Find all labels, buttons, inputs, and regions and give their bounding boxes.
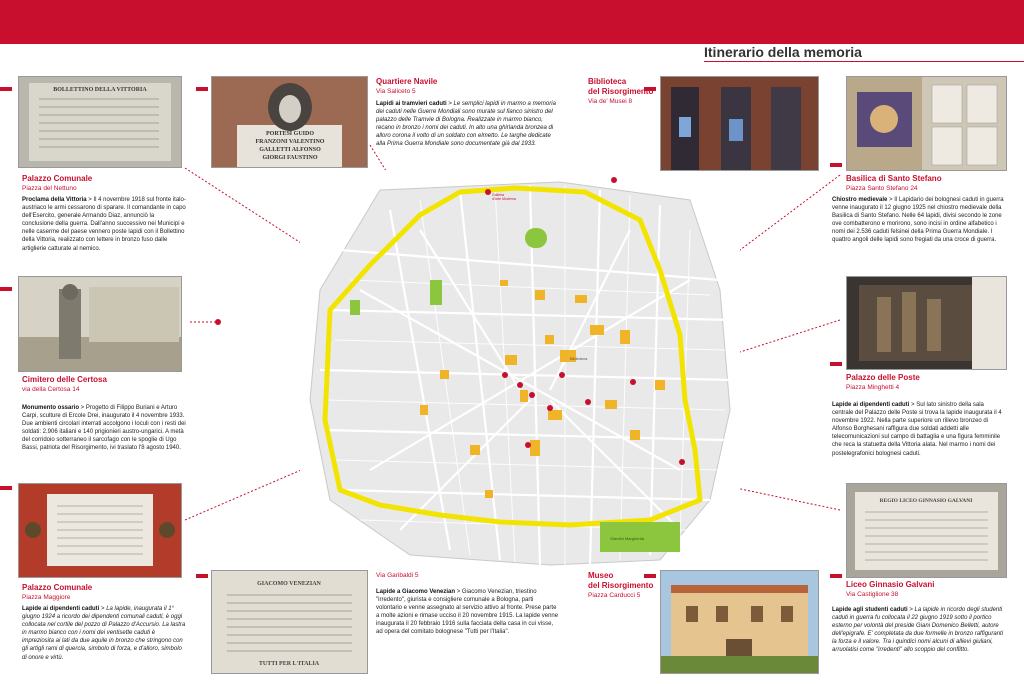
place-heading-garibaldi: Lapide a Giacomo Venezian — [376, 589, 456, 595]
place-desc-navile: Lapidi ai tramvieri caduti > Le semplici lapidi in marmo a memoria dei caduti nelle Guerre Mondiali sono murate sul fianco sinistro del palazzo delle Tramvie di Bologna. Realizzate in marmo bianco, recano in bronzo i nomi dei caduti. In alto una ghirlanda bronzea di alloro corona il volto di un soldato con elmetto. Le targhe dedicate alla Prima Guerra Mondiale sono documentate già dal 1933. — [376, 101, 556, 148]
city-map[interactable] — [300, 170, 740, 570]
place-title-poste: Palazzo delle Poste — [846, 373, 920, 382]
page-subtitle: Itinerario della memoria — [704, 44, 862, 60]
place-address-garibaldi: Via Garibaldi 5 — [376, 572, 419, 579]
place-address-poste: Piazza Minghetti 4 — [846, 384, 900, 391]
photo-santo-stefano — [846, 76, 1007, 171]
photo-venezian — [211, 570, 368, 674]
map-label-arte: d'Arte Moderna — [492, 197, 516, 201]
place-title-santo-stefano: Basilica di Santo Stefano — [846, 174, 942, 183]
marker-tick — [196, 87, 208, 91]
plaque-title: REGIO LICEO GINNASIO GALVANI — [879, 498, 973, 504]
place-address-biblioteca: Via de' Musei 8 — [588, 98, 633, 105]
place-desc-certosa: Monumento ossario > Progetto di Filippo Buriani e Arturo Carpi, sculture di Ercole Drei, inaugurato il 4 novembre 1933. Due ambienti circolari interrati accolgono i loculi con i resti dei soldati: 2.906 italiani e 140 prigionieri austro-ungarici. A metà del corridoio sotterraneo il sarcofago con le spoglie di Ugo Bassi, patriota del Risorgimento, ivi traslato l'8 agosto 1940. — [22, 405, 186, 452]
map-label-biblioteca: Biblioteca — [570, 356, 588, 361]
place-title-museo: Museo del Risorgimento — [588, 571, 654, 590]
place-desc-santo-stefano: Chiostro medievale > Il Lapidario dei bolognesi caduti in guerra venne inaugurato il 12 giugno 1925 nel chiostro medievale della Basilica di Santo Stefano. Nelle 64 lapidi, divisi secondo le zone ove combatterono e morirono, sono incisi in ordine alfabetico i nomi dei 2.536 caduti felsinei della Prima Guerra Mondiale. I quattro angoli delle lapidi sono fregiati da una croce di guerra. — [832, 197, 1004, 244]
plaque-motto: TUTTI PER L'ITALIA — [258, 661, 320, 667]
place-text-garibaldi: Giacomo Venezian, triestino "irredento", giurista e consigliere comunale a Bologna, parti volontario e venne assegnato al servizio attivo al fronte. Prese parte a molte azioni e rimase ucciso il 20 novembre 1915. La lapide venne inaugurata il 20 febbraio 1916 sulla facciata della casa in cui visse, ad opera del comitato bolognese "Tutti per l'Italia". — [376, 589, 559, 636]
marker-tick — [196, 574, 208, 578]
place-heading-poste: Lapide ai dipendenti caduti — [832, 402, 910, 408]
photo-biblioteca — [660, 76, 819, 171]
place-address-navile: Via Saliceto 5 — [376, 88, 416, 95]
place-desc-poste: Lapide ai dipendenti caduti > Sul lato sinistro della sala centrale del Palazzo delle Poste si trova la lapide inaugurata il 4 novembre 1922. Nella parte superiore un rilievo bronzeo di Alfonso Borghesani raffigura due soldati addetti alle telecomunicazioni sul campo di battaglia e una figura femminile che reca la statuetta della Vittoria alata. Nel marmo i nomi dei postelegrafonici bolognesi caduti. — [832, 402, 1002, 457]
place-heading-nettuno: Proclama della Vittoria — [22, 197, 87, 203]
place-text-nettuno: Il 4 novembre 1918 sul fronte italo-austriaco le armi cessarono di sparare. Il comandante in capo dell'Esercito, generale Armando Diaz, annunciò la conclusione della guerra. Dall'anno successivo nei Municipi e nelle caserme del paese vennero poste lapidi con il Bollettino della Vittoria, realizzato con lettere in bronzo fuso dalle artiglierie catturate al nemico. — [22, 197, 186, 252]
place-address-galvani: Via Castiglione 38 — [846, 591, 899, 598]
place-address-maggiore: Piazza Maggiore — [22, 594, 71, 601]
place-address-nettuno: Piazza del Nettuno — [22, 185, 77, 192]
photo-tramvieri — [211, 76, 368, 168]
place-desc-garibaldi: Lapide a Giacomo Venezian > Giacomo Venezian, triestino "irredento", giurista e consigliere comunale a Bologna, parti volontario e venne assegnato al servizio attivo al fronte. Prese parte a molte azioni e rimase ucciso il 20 novembre 1915. La lapide venne inaugurata il 20 febbraio 1916 sulla facciata della casa in cui visse, ad opera del comitato bolognese "Tutti per l'Italia". — [376, 589, 559, 636]
place-heading-santo-stefano: Chiostro medievale — [832, 197, 888, 203]
place-title-certosa: Cimitero delle Certosa — [22, 375, 107, 384]
place-desc-maggiore: Lapide ai dipendenti caduti > La lapide, inaugurata il 1° giugno 1924 a ricordo dei dipendenti comunali caduti, è oggi collocata nel cortile del pozzo di Palazzo d'Accursio. La lastra in marmo bianco con i nomi dei ventisette caduti è impreziosita ai lati da due aquile in bronzo che stringono con gli artigli rami di quercia, simbolo di forza, e d'alloro, simbolo di onore e virtù. — [22, 606, 186, 661]
photo-galvani — [846, 483, 1007, 578]
photo-certosa — [18, 276, 182, 372]
marker-tick — [0, 287, 12, 291]
plaque-line-3: GALLETTI ALFONSO — [259, 147, 321, 153]
plaque-title: GIACOMO VENEZIAN — [257, 581, 321, 587]
place-text-santo-stefano: Il Lapidario dei bolognesi caduti in guerra venne inaugurato il 12 giugno 1925 nel chiostro medievale della Basilica di Santo Stefano. Nelle 64 lapidi, divisi secondo le zone ove combatterono e morirono, sono incisi in ordine alfabetico i nomi dei 2.536 caduti felsinei della Prima Guerra Mondiale. I quattro angoli delle lapidi sono fregiati da una croce di guerra. — [832, 197, 1004, 244]
plaque-line-1: PORTESI GUIDO — [266, 131, 314, 137]
marker-tick — [0, 87, 12, 91]
place-title-maggiore: Palazzo Comunale — [22, 583, 93, 592]
plaque-line-2: FRANZONI VALENTINO — [255, 139, 325, 145]
place-text-poste: Sul lato sinistro della sala centrale del Palazzo delle Poste si trova la lapide inaugurata il 4 novembre 1922. Nella parte superiore un rilievo bronzeo di Alfonso Borghesani raffigura due soldati addetti alle telecomunicazioni sul campo di battaglia e una figura femminile che reca la statuetta della Vittoria alata. Nel marmo i nomi dei postelegrafonici bolognesi caduti. — [832, 402, 1002, 457]
page-title: LA GRANDE GUERRA A BOLOGNA — [704, 24, 1018, 45]
marker-tick — [830, 574, 842, 578]
place-title-galvani: Liceo Ginnasio Galvani — [846, 580, 935, 589]
place-text-galvani: La lapide in ricordo degli studenti caduti in guerra fu collocata il 22 giugno 1919 sotto il portico esterno per volontà del preside Giani Domenico Belletti, autore dell'epigrafe. E' completata da due formelle in bronzo raffiguranti la forza e il valore. Tra i quindici nomi alcuni di allievi giuliani, arruolatisi come "irredenti" allo scoppio del conflitto. — [832, 607, 1004, 654]
photo-lapide-comunale — [18, 483, 182, 578]
marker-tick — [0, 486, 12, 490]
place-heading-maggiore: Lapide ai dipendenti caduti — [22, 606, 100, 612]
place-heading-navile: Lapidi ai tramvieri caduti — [376, 101, 447, 107]
map-label-giardini: Giardini Margherita — [610, 536, 645, 541]
place-heading-certosa: Monumento ossario — [22, 405, 80, 411]
photo-museo — [660, 570, 819, 674]
place-title-biblioteca: Biblioteca del Risorgimento — [588, 77, 654, 96]
plaque-text: BOLLETTINO DELLA VITTORIA — [53, 87, 147, 93]
place-text-certosa: Progetto di Filippo Buriani e Arturo Carpi, sculture di Ercole Drei, inaugurato il 4 novembre 1933. Due ambienti circolari interrati accolgono i loculi con i resti dei soldati: 2.906 italiani e 140 prigionieri austro-ungarici. A metà del corridoio sotterraneo il sarcofago con le spoglie di Ugo Bassi, patriota del Risorgimento, ivi traslato l'8 agosto 1940. — [22, 405, 186, 452]
map-label-galleria: Galleria — [492, 193, 505, 197]
map-marker-biblioteca[interactable] — [611, 177, 617, 183]
place-title-navile: Quartiere Navile — [376, 77, 438, 86]
place-address-santo-stefano: Piazza Santo Stefano 24 — [846, 185, 918, 192]
marker-tick — [830, 362, 842, 366]
place-title-nettuno: Palazzo Comunale — [22, 174, 93, 183]
place-address-certosa: via della Certosa 14 — [22, 386, 80, 393]
marker-tick — [830, 163, 842, 167]
place-heading-galvani: Lapide agli studenti caduti — [832, 607, 908, 613]
place-text-maggiore: La lapide, inaugurata il 1° giugno 1924 a ricordo dei dipendenti comunali caduti, è oggi collocata nel cortile del pozzo di Palazzo d'Accursio. La lastra in marmo bianco con i nomi dei ventisette caduti è impreziosita ai lati da due aquile in bronzo che stringono con gli artigli rami di quercia, simbolo di forza, e d'alloro, simbolo di onore e virtù. — [22, 606, 186, 661]
place-desc-nettuno: Proclama della Vittoria > Il 4 novembre 1918 sul fronte italo-austriaco le armi cessarono di sparare. Il comandante in capo dell'Esercito, generale Armando Diaz, annunciò la conclusione della guerra. Dall'anno successivo nei Municipi e nelle caserme del paese vennero poste lapidi con il Bollettino della Vittoria, realizzato con lettere in bronzo fuso dalle artiglierie catturate al nemico. — [22, 197, 186, 252]
plaque-line-4: GIORGI FAUSTINO — [262, 155, 318, 161]
place-text-navile: Le semplici lapidi in marmo a memoria dei caduti nelle Guerre Mondiali sono murate sul fianco sinistro del palazzo delle Tramvie di Bologna. Realizzate in marmo bianco, recano in bronzo i nomi dei caduti. In alto una ghirlanda bronzea di alloro corona il volto di un soldato con elmetto. Le targhe dedicate alla Prima Guerra Mondiale sono documentate già dal 1933. — [376, 101, 556, 148]
place-desc-galvani: Lapide agli studenti caduti > La lapide in ricordo degli studenti caduti in guerra fu collocata il 22 giugno 1919 sotto il portico esterno per volontà del preside Giani Domenico Belletti, autore dell'epigrafe. E' completata da due formelle in bronzo raffiguranti la forza e il valore. Tra i quindici nomi alcuni di allievi giuliani, arruolatisi come "irredenti" allo scoppio del conflitto. — [832, 607, 1004, 654]
place-address-museo: Piazza Carducci 5 — [588, 592, 641, 599]
photo-poste — [846, 276, 1007, 370]
photo-bollettino — [18, 76, 182, 168]
map-marker-certosa[interactable] — [215, 319, 221, 325]
